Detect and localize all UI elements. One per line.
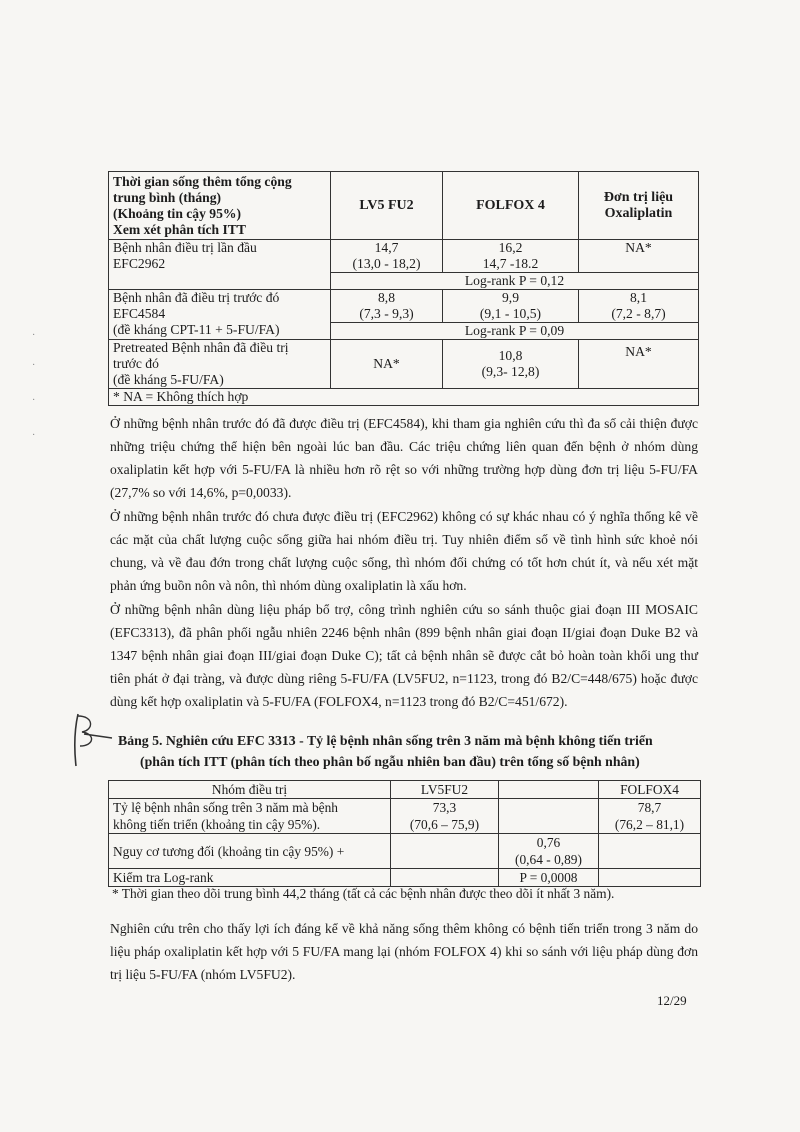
header-line: (Khoảng tin cậy 95%) [113,206,242,221]
cell-line: 16,2 [498,240,523,255]
row-label-line: (đề kháng CPT-11 + 5-FU/FA) [113,322,280,337]
cell-value [599,799,701,834]
empty-cell [391,869,499,887]
header-cell-group: Nhóm điều trị [109,781,391,799]
header-line: Xem xét phân tích ITT [113,222,246,237]
cell-line: (9,1 - 10,5) [479,306,542,321]
scan-artifact: · [32,430,36,441]
header-line: Oxaliplatin [604,205,673,221]
table-row [109,340,699,389]
pfs-table [108,780,701,887]
table-header-row [109,781,701,799]
cell-line: 14,7 [374,240,399,255]
cell-value: P = 0,0008 [499,869,599,887]
row-label [109,340,331,389]
row-label-line: Pretreated Bệnh nhân đã điều trị [113,340,289,355]
row-label-line: Bệnh nhân điều trị lần đầu [113,240,257,255]
header-cell-lv5fu2: LV5FU2 [391,781,499,799]
table-footnote: * Thời gian theo dõi trung bình 44,2 tháng (tất cả các bệnh nhân được theo dõi ít nhất 3 năm). [112,886,615,901]
scan-artifact: · [32,360,36,371]
footnote-row [109,389,699,406]
row-label [109,240,331,290]
cell-value: NA* [579,240,699,273]
cell-line: (70,6 – 75,9) [409,817,480,832]
empty-cell [391,834,499,869]
table-row [109,290,699,323]
header-spacer [499,781,599,799]
empty-cell [599,834,701,869]
cell-line: 10,8 [498,348,523,363]
cell-line: 8,8 [378,290,395,305]
paragraph: Ở những bệnh nhân trước đó đã được điều trị (EFC4584), khi tham gia nghiên cứu thì đa số cải thiện được những triệu chứng thể hiện bên ngoài lúc ban đầu. Các triệu chứng liên quan đến bệnh ở nhóm dùng oxaliplatin kết hợp với 5-FU/FA là nhiều hơn rõ rệt so với những trường hợp dùng đơn trị liệu 5-FU/FA (27,7% so với 14,6%, p=0,0033). [110,416,698,500]
scan-artifact: · [32,395,36,406]
table-row [109,869,701,887]
paragraph: Ở những bệnh nhân dùng liệu pháp bổ trợ, công trình nghiên cứu so sánh thuộc giai đoạn III MOSAIC (EFC3313), đã phân phối ngẫu nhiên 2246 bệnh nhân (899 bệnh nhân giai đoạn II/giai đoạn Duke B2 và 1347 bệnh nhân giai đoạn III/giai đoạn Duke C); tất cả bệnh nhân sẽ được cắt bỏ hoàn toàn khối ung thư tiên phát ở đại tràng, và được dùng riêng 5-FU/FA (LV5FU2, n=1123, trong đó B2/C=448/675) hoặc được dùng kết hợp oxaliplatin và 5-FU/FA (FOLFOX4, n=1123 trong đó B2/C=451/672). [110,602,698,709]
row-label-line: không tiến triển (khoảng tin cậy 95%). [113,817,321,832]
closing-paragraph: Nghiên cứu trên cho thấy lợi ích đáng kể về khả năng sống thêm không có bệnh tiến triển trong 3 năm do liệu pháp oxaliplatin kết hợp với 5 FU/FA mang lại (nhóm FOLFOX 4) khi so sánh với liệu pháp dùng đơn trị liệu 5-FU/FA (nhóm LV5FU2). [110,921,698,982]
cell-line: 8,1 [630,290,647,305]
header-cell-folfox4: FOLFOX4 [599,781,701,799]
cell-line: (13,0 - 18,2) [352,256,421,271]
row-label-line: Tỷ lệ bệnh nhân sống trên 3 năm mà bệnh [113,800,338,815]
cell-line: 78,7 [637,800,662,815]
scan-artifact: · [32,330,36,341]
table-row [109,834,701,869]
header-cell-folfox4: FOLFOX 4 [443,172,579,240]
caption-line: Bảng 5. Nghiên cứu EFC 3313 - Tỷ lệ bệnh nhân sống trên 3 năm mà bệnh không tiến triển [118,733,653,748]
logrank-cell: Log-rank P = 0,09 [331,323,699,340]
table-row [109,240,699,273]
table-footnote: * NA = Không thích hợp [109,389,699,406]
survival-table [108,171,699,406]
table-caption [118,730,708,772]
header-line: Thời gian sống thêm tổng cộng [113,174,292,189]
caption-line: (phân tích ITT (phân tích theo phân bố ngẫu nhiên ban đầu) trên tổng số bệnh nhân) [140,754,640,769]
row-label [109,290,331,340]
cell-value [391,799,499,834]
row-label [109,799,391,834]
paragraph: Ở những bệnh nhân trước đó chưa được điều trị (EFC2962) không có sự khác nhau có ý nghĩa thống kê về các mặt của chất lượng cuộc sống giữa hai nhóm điều trị. Tuy nhiên điểm số về tình hình sức khoẻ nói chung, và về đau đớn trong chất lượng cuộc sống, thì nhóm đối chứng có tốt hơn chút ít, và nếu xét mặt phản ứng buồn nôn và nôn, thì nhóm dùng oxaliplatin là xấu hơn. [110,509,698,593]
cell-value: NA* [331,340,443,389]
row-label-line: (đề kháng 5-FU/FA) [113,372,224,387]
header-cell-lv5fu2: LV5 FU2 [331,172,443,240]
row-label: Nguy cơ tương đối (khoảng tin cậy 95%) + [109,834,391,869]
header-line: Đơn trị liệu [603,189,674,205]
cell-line: 73,3 [432,800,457,815]
cell-line: (9,3- 12,8) [481,364,540,379]
logrank-cell: Log-rank P = 0,12 [331,273,699,290]
cell-line: (76,2 – 81,1) [614,817,685,832]
cell-value [443,290,579,323]
cell-line: (0,64 - 0,89) [515,852,582,867]
header-cell-metric [109,172,331,240]
cell-value [331,240,443,273]
row-label-line: EFC2962 [113,256,166,271]
cell-line: 0,76 [536,835,561,850]
empty-cell [499,799,599,834]
cell-value [331,290,443,323]
cell-value: NA* [579,340,699,389]
row-label-line: trước đó [113,356,159,371]
header-line: trung bình (tháng) [113,190,222,205]
table-row [109,799,701,834]
cell-line: 14,7 -18.2 [482,256,539,271]
cell-value [579,290,699,323]
handwritten-mark-icon [62,712,114,768]
cell-line: 9,9 [502,290,519,305]
cell-line: (7,2 - 8,7) [611,306,666,321]
row-label-line: EFC4584 [113,306,166,321]
row-label: Kiểm tra Log-rank [109,869,391,887]
empty-cell [599,869,701,887]
header-cell-oxaliplatin [579,172,699,240]
page-number: 12/29 [657,993,687,1008]
cell-value [443,340,579,389]
cell-line: (7,3 - 9,3) [359,306,414,321]
table-header-row [109,172,699,240]
cell-value [499,834,599,869]
row-label-line: Bệnh nhân đã điều trị trước đó [113,290,280,305]
cell-value [443,240,579,273]
